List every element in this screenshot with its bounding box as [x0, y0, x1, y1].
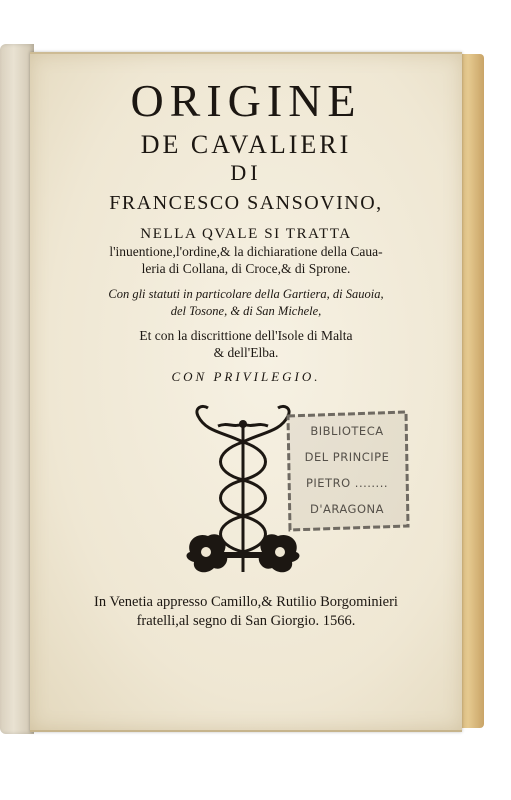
privilege-notice: CON PRIVILEGIO. — [171, 369, 321, 384]
subtitle-line-1: NELLA QVALE SI TRATTA — [140, 226, 352, 242]
imprint-line-2: fratelli,al segno di San Giorgio. 1566. — [136, 613, 356, 629]
title-origine: ORIGINE — [130, 75, 362, 126]
stamp-line-1: BIBLIOTECA — [310, 424, 384, 438]
title-di: DI — [230, 160, 262, 185]
imprint-line-1: In Venetia appresso Camillo,& Rutilio Borgominieri — [94, 594, 398, 610]
subtitle-line-2: l'inuentione,l'ordine,& la dichiaratione della Caua- — [109, 244, 383, 259]
left-cover-edge — [0, 44, 34, 734]
subtitle-line-3: leria di Collana, di Croce,& di Sprone. — [141, 261, 351, 276]
title-page — [30, 52, 462, 732]
stamp-line-4: D'ARAGONA — [309, 502, 384, 516]
islands-line-1: Et con la discrittione dell'Isole di Malta — [139, 328, 353, 343]
library-stamp — [284, 408, 410, 532]
statutes-line-2: del Tosone, & di San Michele, — [170, 304, 322, 318]
islands-line-2: & dell'Elba. — [213, 345, 279, 360]
title-de-cavalieri: DE CAVALIERI — [140, 130, 352, 159]
author-name: FRANCESCO SANSOVINO, — [109, 192, 383, 214]
stamp-line-2: DEL PRINCIPE — [304, 450, 390, 464]
stamp-line-3: PIETRO ........ — [305, 476, 389, 490]
statutes-line-1: Con gli statuti in particolare della Gartiera, di Sauoia, — [108, 287, 384, 301]
